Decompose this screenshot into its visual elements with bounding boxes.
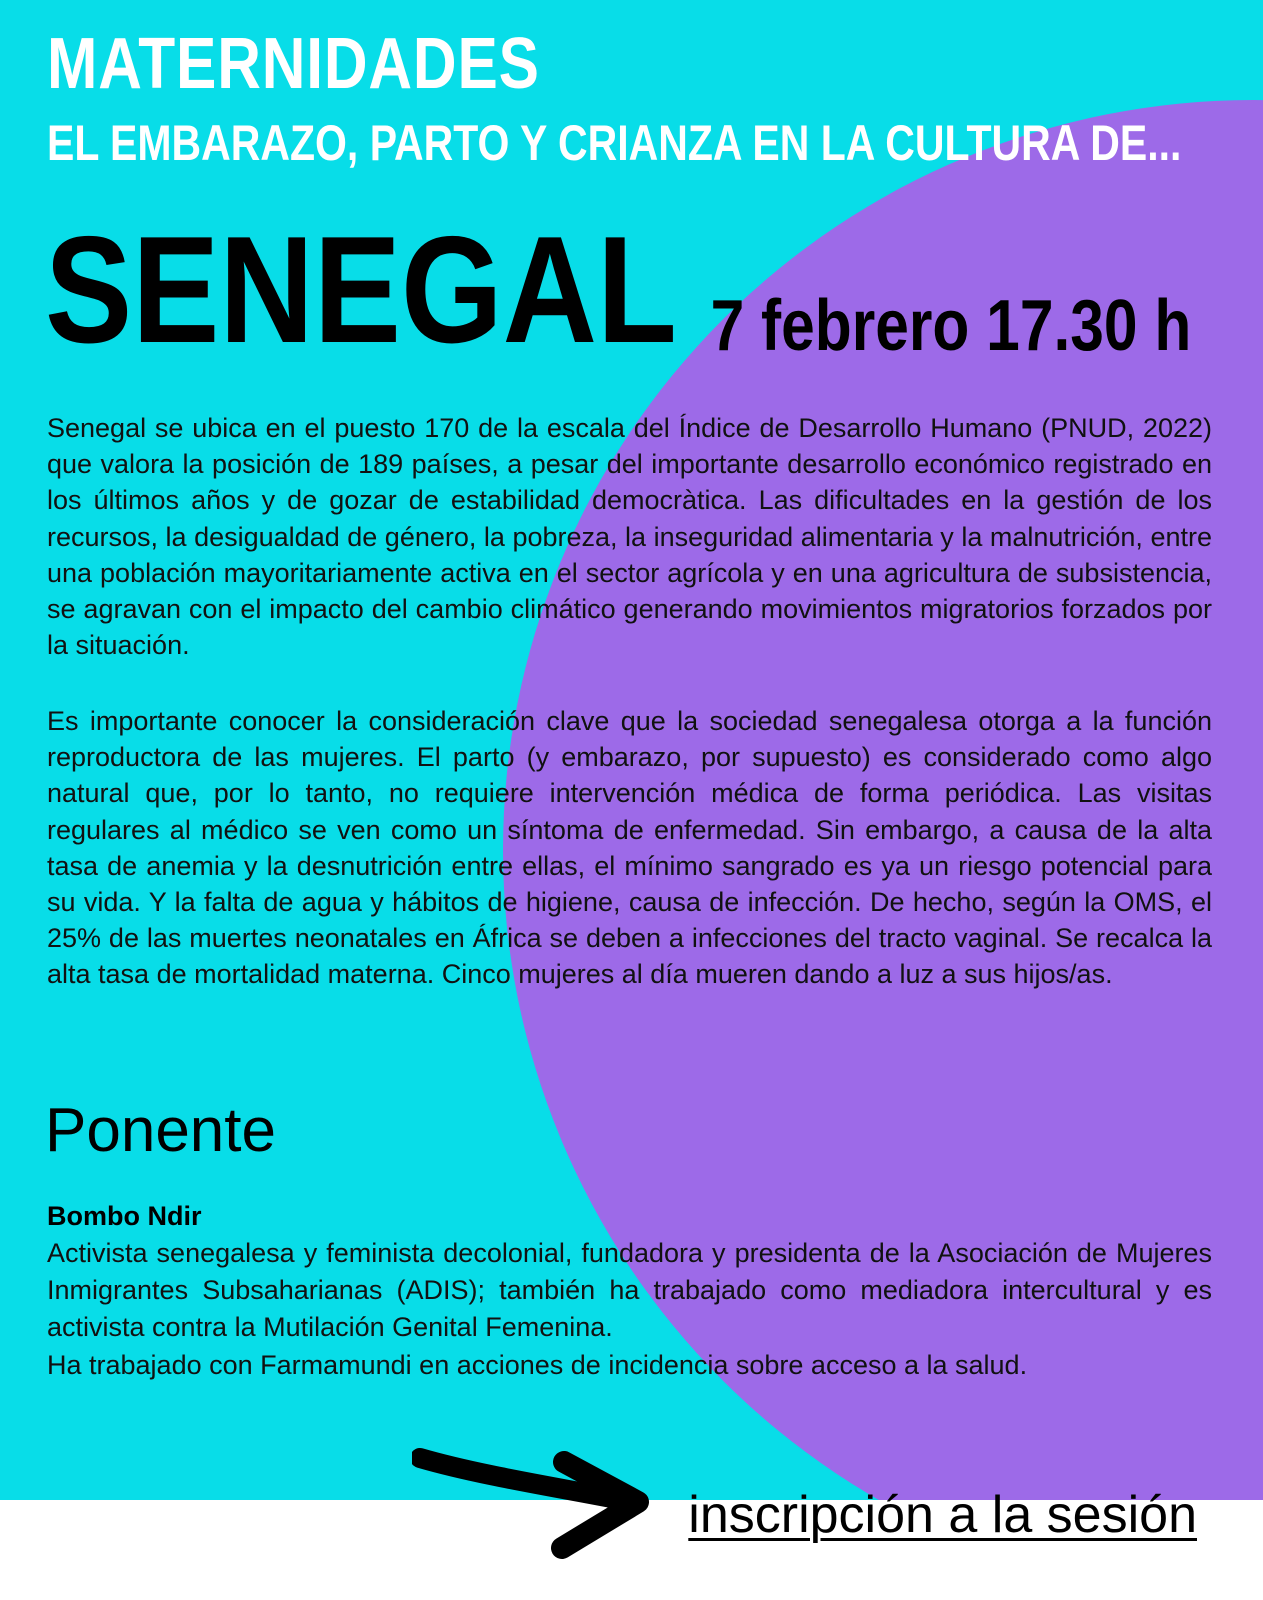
arrow-right-icon <box>412 1440 662 1570</box>
series-title: MATERNIDADES <box>47 24 540 104</box>
speaker-bio: Activista senegalesa y feminista decolonial, fundadora y presidenta de la Asociación de Mujeres Inmigrantes Subsaharianas (ADIS); también ha trabajado como mediadora intercultural y es activista contra la Mutilación Genital Femenina. <box>47 1238 1212 1342</box>
speaker-name: Bombo Ndir <box>47 1201 202 1231</box>
intro-paragraph: Senegal se ubica en el puesto 170 de la escala del Índice de Desarrollo Humano (PNUD, 2022) que valora la posición de 189 países, a pesar del importante desarrollo económico registrado en los últimos años y de gozar de estabilidad democràtica. Las dificultades en la gestión de los recursos, la desigualdad de género, la pobreza, la inseguridad alimentaria y la malnutrición, entre una población mayoritariamente activa en el sector agrícola y en una agricultura de subsistencia, se agravan con el impacto del cambio climático generando movimientos migratorios forzados por la situación. <box>47 413 1212 661</box>
speaker-heading: Ponente <box>45 1096 276 1165</box>
series-subtitle: EL EMBARAZO, PARTO Y CRIANZA EN LA CULTURA DE... <box>47 115 1182 171</box>
event-date-time: 7 febrero 17.30 h <box>710 286 1191 366</box>
context-paragraph: Es importante conocer la consideración clave que la sociedad senegalesa otorga a la función reproductora de las mujeres. El parto (y embarazo, por supuesto) es considerado como algo natural que, por lo tanto, no requiere intervención médica de forma periódica. Las visitas regulares al médico se ven como un síntoma de enfermedad. Sin embargo, a causa de la alta tasa de anemia y la desnutrición entre ellas, el mínimo sangrado es ya un riesgo potencial para su vida. Y la falta de agua y hábitos de higiene, causa de infección. De hecho, según la OMS, el 25% de las muertes neonatales en África se deben a infecciones del tracto vaginal. Se recalca la alta tasa de mortalidad materna. Cinco mujeres al día mueren dando a luz a sus hijos/as. <box>47 706 1212 990</box>
country-title: SENEGAL <box>45 205 677 375</box>
speaker-bio-extra: Ha trabajado con Farmamundi en acciones de incidencia sobre acceso a la salud. <box>47 1350 1028 1380</box>
register-link[interactable]: inscripción a la sesión <box>688 1486 1197 1544</box>
